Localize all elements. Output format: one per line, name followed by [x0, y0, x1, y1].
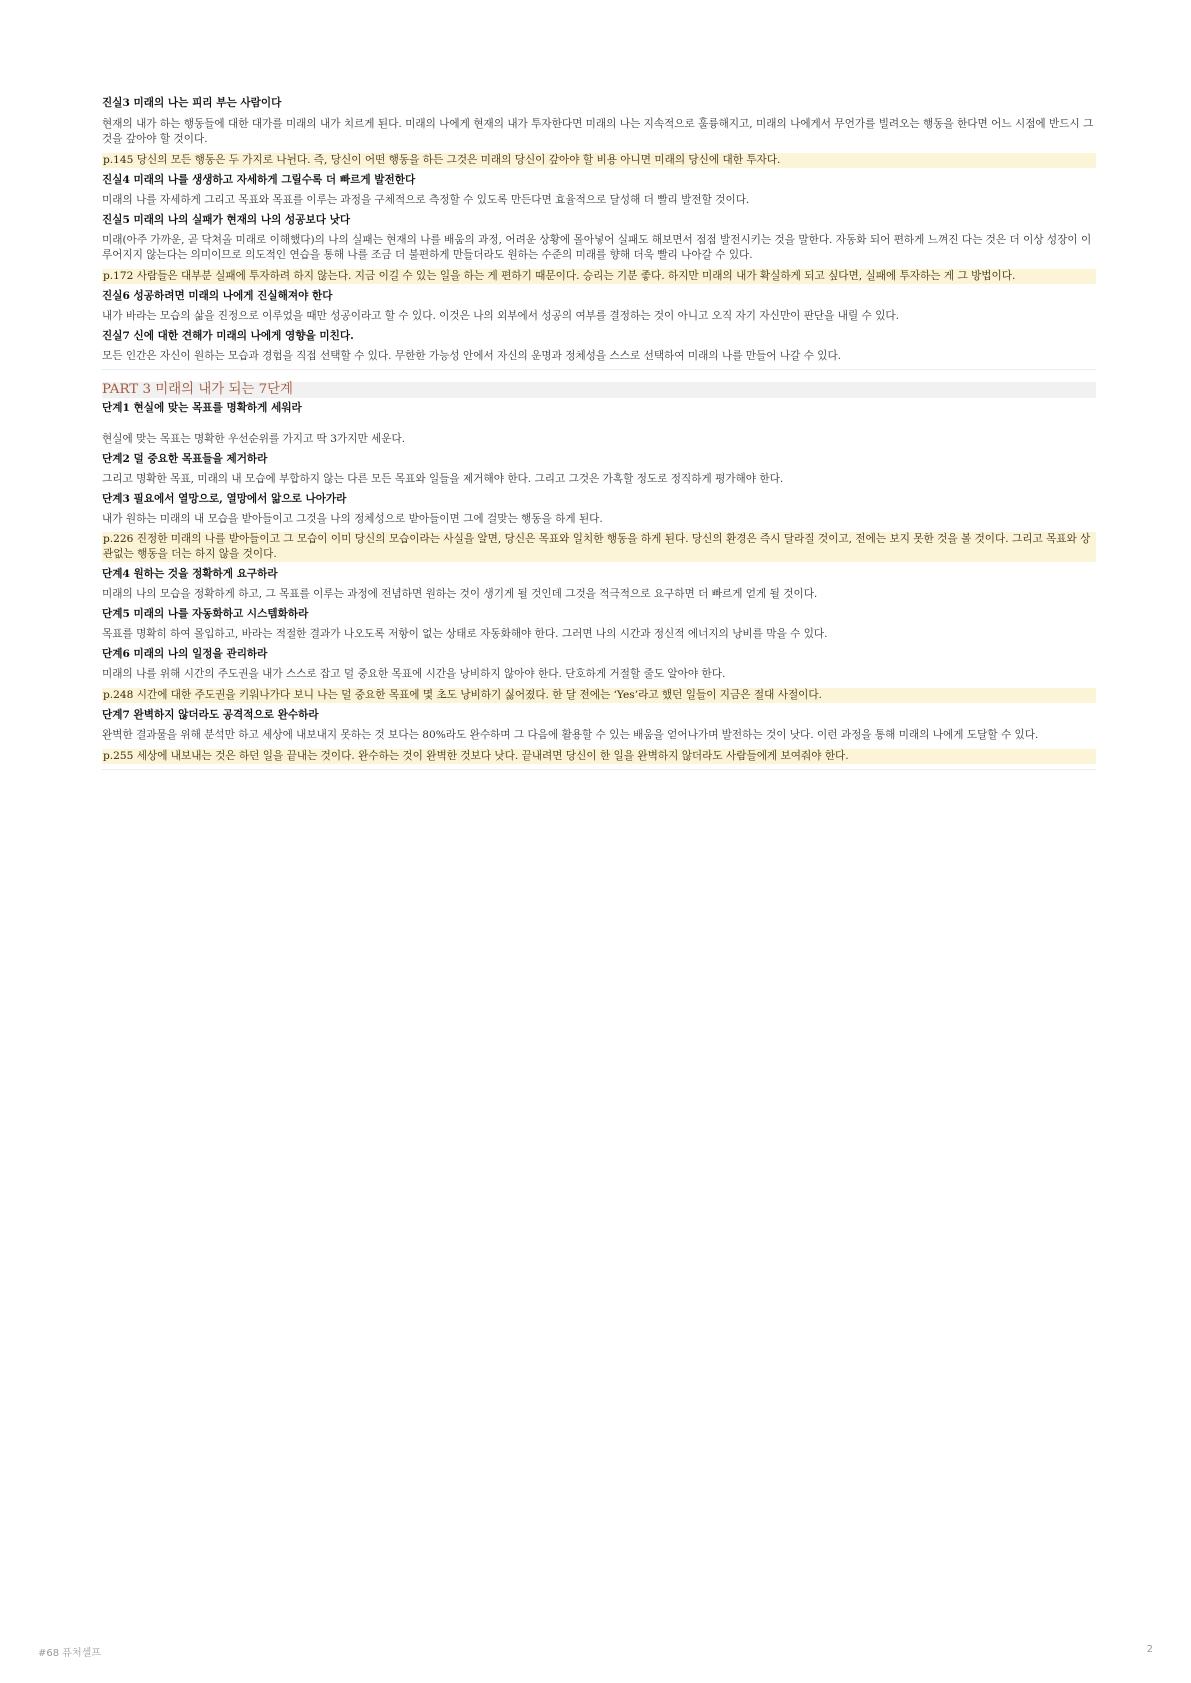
- quote-p255: p.255 세상에 내보내는 것은 하던 일을 끝내는 것이다. 완수하는 것이 완벽한 것보다 낫다. 끝내려면 당신이 한 일을 완벽하지 않더라도 사람들에게 보여줘야 한다.: [102, 749, 1096, 764]
- step6-heading: 단계6 미래의 나의 일정을 관리하라: [102, 648, 268, 660]
- step7-text: 완벽한 결과물을 위해 분석만 하고 세상에 내보내지 못하는 것 보다는 80%라도 완수하며 그 다음에 활용할 수 있는 배움을 얻어나가며 발전하는 것이 낫다. 이런 과정을 통해 미래의 나에게 도달할 수 있다.: [102, 729, 1039, 741]
- section-divider: [102, 369, 1096, 370]
- quote-p248: p.248 시간에 대한 주도권을 키워나가다 보니 나는 덜 중요한 목표에 몇 초도 낭비하기 싫어졌다. 한 달 전에는 ‘Yes’라고 했던 일들이 지금은 절대 사절이다.: [102, 688, 1096, 703]
- step3-text: 내가 원하는 미래의 내 모습을 받아들이고 그것을 나의 정체성으로 받아들이면 그에 걸맞는 행동을 하게 된다.: [102, 513, 603, 525]
- truth4-heading: 진실4 미래의 나를 생생하고 자세하게 그릴수록 더 빠르게 발전한다: [102, 174, 416, 186]
- step4-heading: 단계4 원하는 것을 정확하게 요구하라: [102, 568, 278, 580]
- section-divider-end: [102, 769, 1096, 770]
- truth6-heading: 진실6 성공하려면 미래의 나에게 진실해져야 한다: [102, 290, 333, 302]
- quote-p145: p.145 당신의 모든 행동은 두 가지로 나뉜다. 즉, 당신이 어떤 행동을 하든 그것은 미래의 당신이 갚아야 할 비용 아니면 미래의 당신에 대한 투자다.: [102, 153, 1096, 168]
- truth7-heading: 진실7 신에 대한 견해가 미래의 나에게 영향을 미친다.: [102, 330, 354, 342]
- part3-title: PART 3 미래의 내가 되는 7단계: [102, 382, 1096, 398]
- step5-heading: 단계5 미래의 나를 자동화하고 시스템화하라: [102, 608, 309, 620]
- step4-text: 미래의 나의 모습을 정확하게 하고, 그 목표를 이루는 과정에 전념하면 원하는 것이 생기게 될 것인데 그것을 적극적으로 요구하면 더 빠르게 얻게 될 것이다.: [102, 588, 818, 600]
- step1-text: 현실에 맞는 목표는 명확한 우선순위를 가지고 딱 3가지만 세운다.: [102, 433, 406, 445]
- step2-heading: 단계2 덜 중요한 목표들을 제거하라: [102, 453, 268, 465]
- footer-document-title: #68 퓨처셀프: [38, 1648, 101, 1659]
- truth7-text: 모든 인간은 자신이 원하는 모습과 경험을 직접 선택할 수 있다. 무한한 가능성 안에서 자신의 운명과 정체성을 스스로 선택하여 미래의 나를 만들어 나갈 수 있다.: [102, 350, 842, 362]
- step5-text: 목표를 명확히 하여 몰입하고, 바라는 적절한 결과가 나오도록 저항이 없는 상태로 자동화해야 한다. 그러면 나의 시간과 정신적 에너지의 낭비를 막을 수 있다.: [102, 628, 828, 640]
- quote-p172: p.172 사람들은 대부분 실패에 투자하려 하지 않는다. 지금 이길 수 있는 일을 하는 게 편하기 때문이다. 승리는 기분 좋다. 하지만 미래의 내가 확실하게 되고 싶다면, 실패에 투자하는 게 그 방법이다.: [102, 269, 1096, 284]
- quote-p226: p.226 진정한 미래의 나를 받아들이고 그 모습이 이미 당신의 모습이라는 사실을 알면, 당신은 목표와 일치한 행동을 하게 된다. 당신의 환경은 즉시 달라질 것이고, 전에는 보지 못한 것을 볼 것이다. 그리고 목표와 상관없는 행동을 더는 하지 않을 것이다.: [102, 532, 1096, 562]
- footer-page-number: 2: [1146, 1644, 1153, 1655]
- step6-text: 미래의 나를 위해 시간의 주도권을 내가 스스로 잡고 덜 중요한 목표에 시간을 낭비하지 않아야 한다. 단호하게 거절할 줄도 알아야 한다.: [102, 668, 726, 680]
- step3-heading: 단계3 필요에서 열망으로, 열망에서 앎으로 나아가라: [102, 493, 347, 505]
- page-content: [102, 96, 1096, 770]
- truth5-heading: 진실5 미래의 나의 실패가 현재의 나의 성공보다 낫다: [102, 214, 351, 226]
- truth6-text: 내가 바라는 모습의 삶을 진정으로 이루었을 때만 성공이라고 할 수 있다. 이것은 나의 외부에서 성공의 여부를 결정하는 것이 아니고 오직 자기 자신만이 판단을 내릴 수 있다.: [102, 310, 900, 322]
- truth3-heading: 진실3 미래의 나는 피리 부는 사람이다: [102, 97, 282, 109]
- truth3-text: 현재의 내가 하는 행동들에 대한 대가를 미래의 내가 치르게 된다. 미래의 나에게 현재의 내가 투자한다면 미래의 나는 지속적으로 훌륭해지고, 미래의 나에게서 무언가를 빌려오는 행동을 한다면 어느 시점에 반드시 그것을 갚아야 할 것이다.: [102, 118, 1094, 145]
- step1-heading: 단계1 현실에 맞는 목표를 명확하게 세워라: [102, 402, 302, 414]
- truth4-text: 미래의 나를 자세하게 그리고 목표와 목표를 이루는 과정을 구체적으로 측정할 수 있도록 만든다면 효율적으로 달성해 더 빨리 발전할 것이다.: [102, 194, 750, 206]
- truth5-text: 미래(아주 가까운, 곧 닥쳐올 미래로 이해했다)의 나의 실패는 현재의 나를 배움의 과정, 어려운 상황에 몰아넣어 실패도 해보면서 점점 발전시키는 것을 말한다. 자동화 되어 편하게 느껴진 다는 것은 더 이상 성장이 이루어지지 않는다는 의미이므로 의도적인 연습을 통해 나를 조금 더 불편하게 만들더라도 원하는 수준의 미래를 향해 더욱 빨리 나아갈 수 있다.: [102, 234, 1092, 261]
- step7-heading: 단계7 완벽하지 않더라도 공격적으로 완수하라: [102, 709, 319, 721]
- step2-text: 그리고 명확한 목표, 미래의 내 모습에 부합하지 않는 다른 모든 목표와 일들을 제거해야 한다. 그리고 그것은 가혹할 정도로 정직하게 평가해야 한다.: [102, 473, 784, 485]
